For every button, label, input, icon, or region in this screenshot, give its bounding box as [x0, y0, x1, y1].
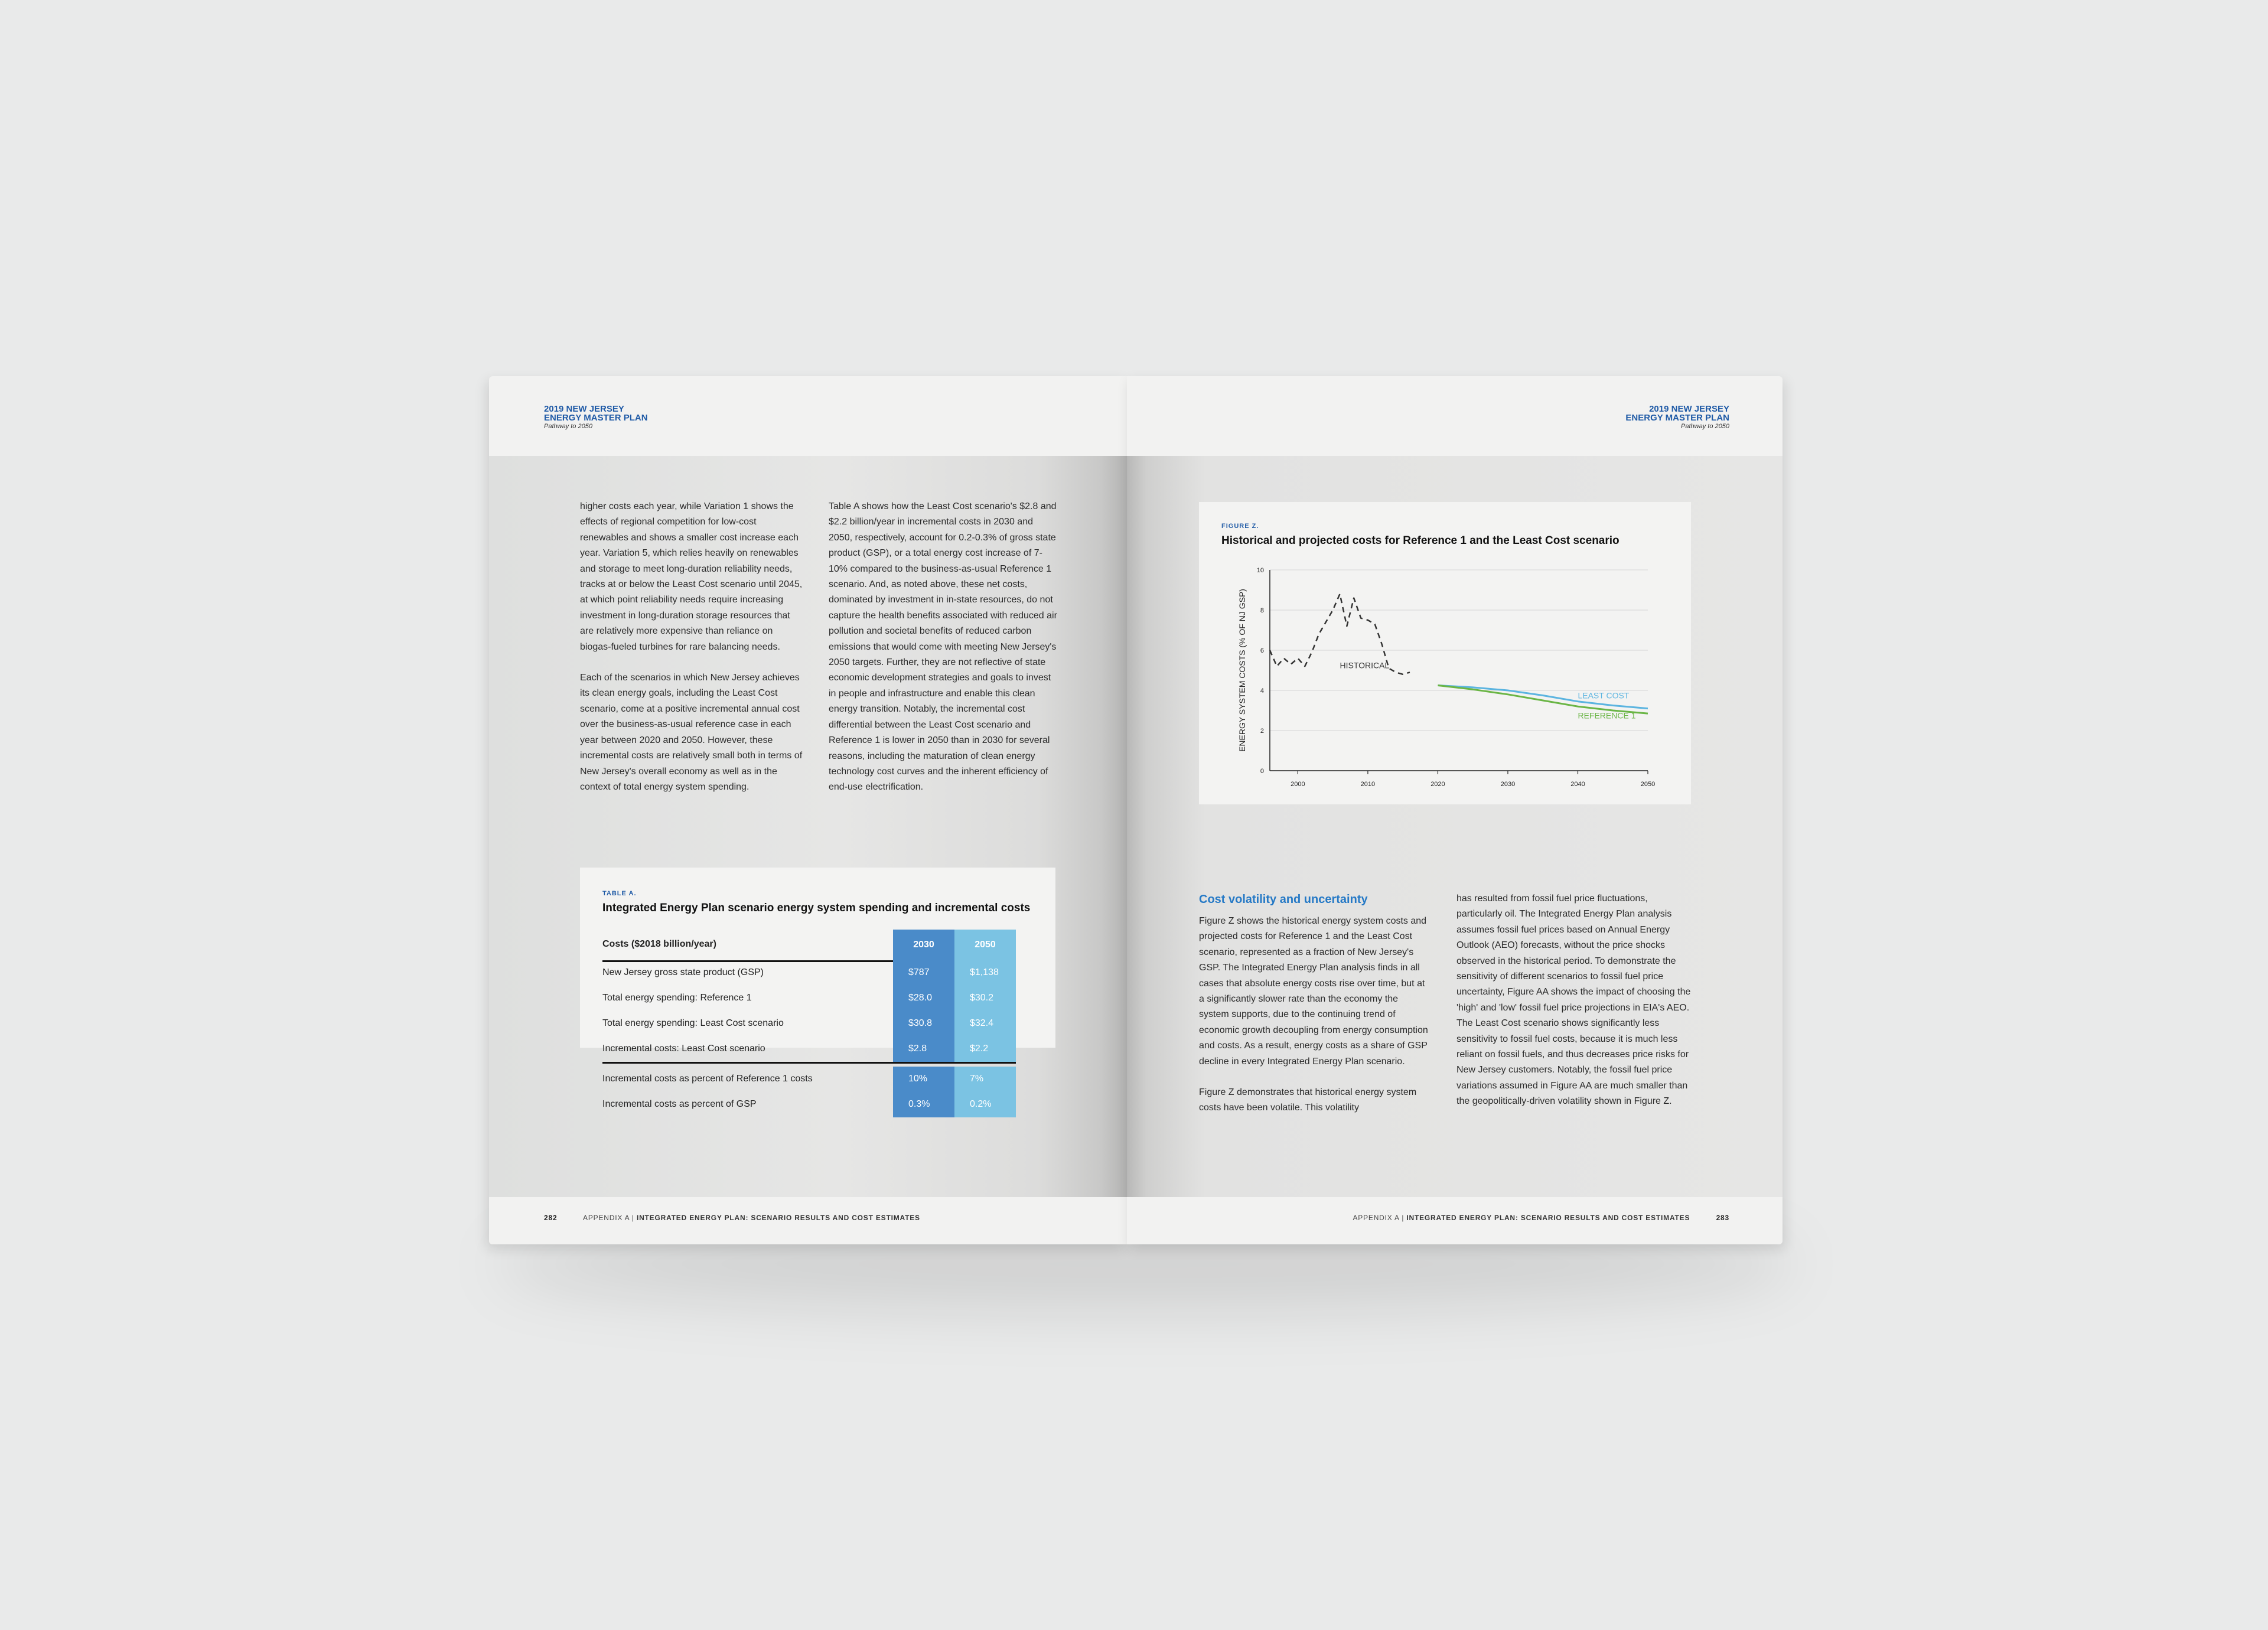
logo-line-2: ENERGY MASTER PLAN — [544, 413, 648, 423]
x-tick-label: 2050 — [1640, 781, 1656, 788]
line-chart — [1199, 502, 1691, 804]
plan-logo — [1625, 405, 1729, 430]
table-row — [602, 1067, 1017, 1092]
paragraph: Figure Z demonstrates that historical energy system costs have been volatile. This volatility — [1199, 1087, 1417, 1113]
series-label: REFERENCE 1 — [1578, 710, 1636, 721]
y-tick-label: 6 — [1260, 647, 1264, 654]
table-row — [602, 986, 1017, 1011]
figure-caption: FIGURE Z. — [1221, 523, 1259, 530]
chart-title: Historical and projected costs for Reference 1 and the Least Cost scenario — [1221, 534, 1619, 547]
cell-2030: $2.8 — [893, 1036, 954, 1062]
footer-title: INTEGRATED ENERGY PLAN: SCENARIO RESULTS AND COST ESTIMATES — [636, 1214, 920, 1222]
paragraph: has resulted from fossil fuel price fluctuations, particularly oil. The Integrated Energy Plan analysis assumes fossil fuel prices based on Annual Energy Outlook (AEO) forecasts, without the price shocks observed in the historical period. To demonstrate the sensitivity of different scenarios to fossil fuel price uncertainty, Figure AA shows the impact of choosing the 'high' and 'low' fossil fuel price projections in EIA's AEO. The Least Cost scenario shows significantly less sensitivity to fossil fuel costs, because it is much less reliant on fossil fuels, and thus decreases price risks for New Jersey customers. Notably, the fossil fuel price variations assumed in Figure AA are much smaller than the geopolitically-driven volatility shown in Figure Z. — [1456, 894, 1691, 1107]
footer-prefix: APPENDIX A | — [583, 1214, 634, 1222]
row-label: Incremental costs as percent of GSP — [602, 1099, 757, 1109]
x-tick-label: 2030 — [1500, 781, 1516, 788]
costs-table — [602, 930, 1017, 1117]
y-tick-label: 4 — [1260, 687, 1264, 695]
table-row — [602, 1011, 1017, 1036]
right-column-2 — [1456, 891, 1693, 1125]
left-page — [489, 376, 1127, 1244]
table-title: Integrated Energy Plan scenario energy system spending and incremental costs — [602, 902, 1031, 914]
y-axis-label: ENERGY SYSTEM COSTS (% OF NJ GSP) — [1237, 589, 1247, 752]
logo-line-3: Pathway to 2050 — [544, 423, 592, 430]
y-tick-label: 10 — [1256, 567, 1264, 574]
paragraph: Figure Z shows the historical energy system costs and projected costs for Reference 1 and the Least Cost scenario, represented as a fraction of New Jersey's GSP. The Integrated Energy Plan analysis finds in all cases that absolute energy costs rise over time, but at a significantly slower rate than the economy the system supports, due to the continuing trend of economic growth decoupling from energy consumption and costs. As a result, energy costs as a share of GSP decline in every Integrated Energy Plan scenario. — [1199, 916, 1428, 1067]
table-row — [602, 1092, 1017, 1117]
column-header: Costs ($2018 billion/year) — [602, 939, 716, 949]
cell-2050: $2.2 — [954, 1036, 1016, 1062]
cell-2050: $30.2 — [954, 986, 1016, 1011]
logo-line-1: 2019 NEW JERSEY — [544, 404, 624, 414]
right-column-1 — [1199, 914, 1430, 1132]
cell-2050: 7% — [954, 1067, 1016, 1092]
logo-line-1: 2019 NEW JERSEY — [1649, 404, 1729, 414]
section-heading: Cost volatility and uncertainty — [1199, 893, 1368, 906]
cell-2030: $28.0 — [893, 986, 954, 1011]
series-label: LEAST COST — [1578, 690, 1630, 700]
y-tick-label: 8 — [1260, 607, 1264, 614]
table-caption: TABLE A. — [602, 890, 637, 897]
row-label: New Jersey gross state product (GSP) — [602, 967, 764, 977]
cell-2030: 10% — [893, 1067, 954, 1092]
x-tick-label: 2000 — [1291, 781, 1305, 788]
paragraph: Table A shows how the Least Cost scenario's $2.8 and $2.2 billion/year in incremental costs in 2030 and 2050, respectively, account for 0.2-0.3% of gross state product (GSP), or a total energy cost increase of 7-10% compared to the business-as-usual Reference 1 scenario. And, as noted above, these net costs, dominated by investment in in-state resources, do not capture the health benefits associated with reduced air pollution and societal benefits of reduced carbon emissions that would come with meeting New Jersey's 2050 targets. Further, they are not reflective of state economic development strategies and goals to invest in people and infrastructure and enable this clean energy transition. Notably, the incremental cost differential between the Least Cost scenario and Reference 1 is lower in 2050 than in 2030 for several reasons, including the maturation of clean energy technology cost curves and the inherent efficiency of end-use electrification. — [829, 501, 1057, 793]
paragraph: Each of the scenarios in which New Jersey achieves its clean energy goals, including the Least Cost scenario, come at a positive incremental annual cost over the business-as-usual reference case in each year between 2020 and 2050. However, these incremental costs are relatively small both in terms of New Jersey's overall economy as well as in the context of total energy system spending. — [580, 673, 803, 792]
y-tick-label: 2 — [1260, 728, 1264, 735]
plan-logo — [544, 405, 648, 430]
footer-title: INTEGRATED ENERGY PLAN: SCENARIO RESULTS AND COST ESTIMATES — [1406, 1214, 1690, 1222]
logo-line-2: ENERGY MASTER PLAN — [1625, 413, 1729, 423]
figure-z-card — [1199, 502, 1691, 804]
x-tick-label: 2020 — [1430, 781, 1445, 788]
row-label: Total energy spending: Reference 1 — [602, 993, 752, 1003]
page-number: 282 — [544, 1214, 558, 1222]
cell-2030: $787 — [893, 960, 954, 986]
paragraph: higher costs each year, while Variation 1 shows the effects of regional competition for low-cost renewables and shows a smaller cost increase each year. Variation 5, which relies heavily on renewables and storage to meet long-duration reliability needs, tracks at or below the Least Cost scenario until 2045, at which point reliability needs require increasing investment in long-duration storage resources that are relatively more expensive than reliance on biogas-fueled turbines for rare balancing needs. — [580, 501, 803, 652]
x-tick-label: 2040 — [1570, 781, 1585, 788]
footer — [1353, 1214, 1729, 1222]
table-rule — [602, 1062, 1016, 1064]
row-label: Total energy spending: Least Cost scenario — [602, 1018, 784, 1028]
table-header-row — [602, 930, 1017, 960]
left-column-2 — [829, 499, 1059, 811]
left-column-1 — [580, 499, 804, 810]
year-header-2030: 2030 — [893, 930, 954, 960]
footer — [544, 1214, 920, 1222]
table-a-card — [580, 868, 1055, 1109]
cell-2030: $30.8 — [893, 1011, 954, 1036]
table-row — [602, 1036, 1017, 1062]
table-row — [602, 960, 1017, 986]
x-tick-label: 2010 — [1360, 781, 1376, 788]
right-page — [1127, 376, 1783, 1244]
footer-prefix: APPENDIX A | — [1353, 1214, 1405, 1222]
page-number: 283 — [1716, 1214, 1729, 1222]
y-tick-label: 0 — [1260, 768, 1264, 775]
cell-2050: $1,138 — [954, 960, 1016, 986]
row-label: Incremental costs as percent of Reference 1 costs — [602, 1074, 813, 1084]
year-header-2050: 2050 — [954, 930, 1016, 960]
row-label: Incremental costs: Least Cost scenario — [602, 1044, 765, 1054]
series-label: HISTORICAL — [1340, 660, 1390, 670]
cell-2050: 0.2% — [954, 1092, 1016, 1117]
cell-2050: $32.4 — [954, 1011, 1016, 1036]
cell-2030: 0.3% — [893, 1092, 954, 1117]
logo-line-3: Pathway to 2050 — [1681, 423, 1729, 430]
